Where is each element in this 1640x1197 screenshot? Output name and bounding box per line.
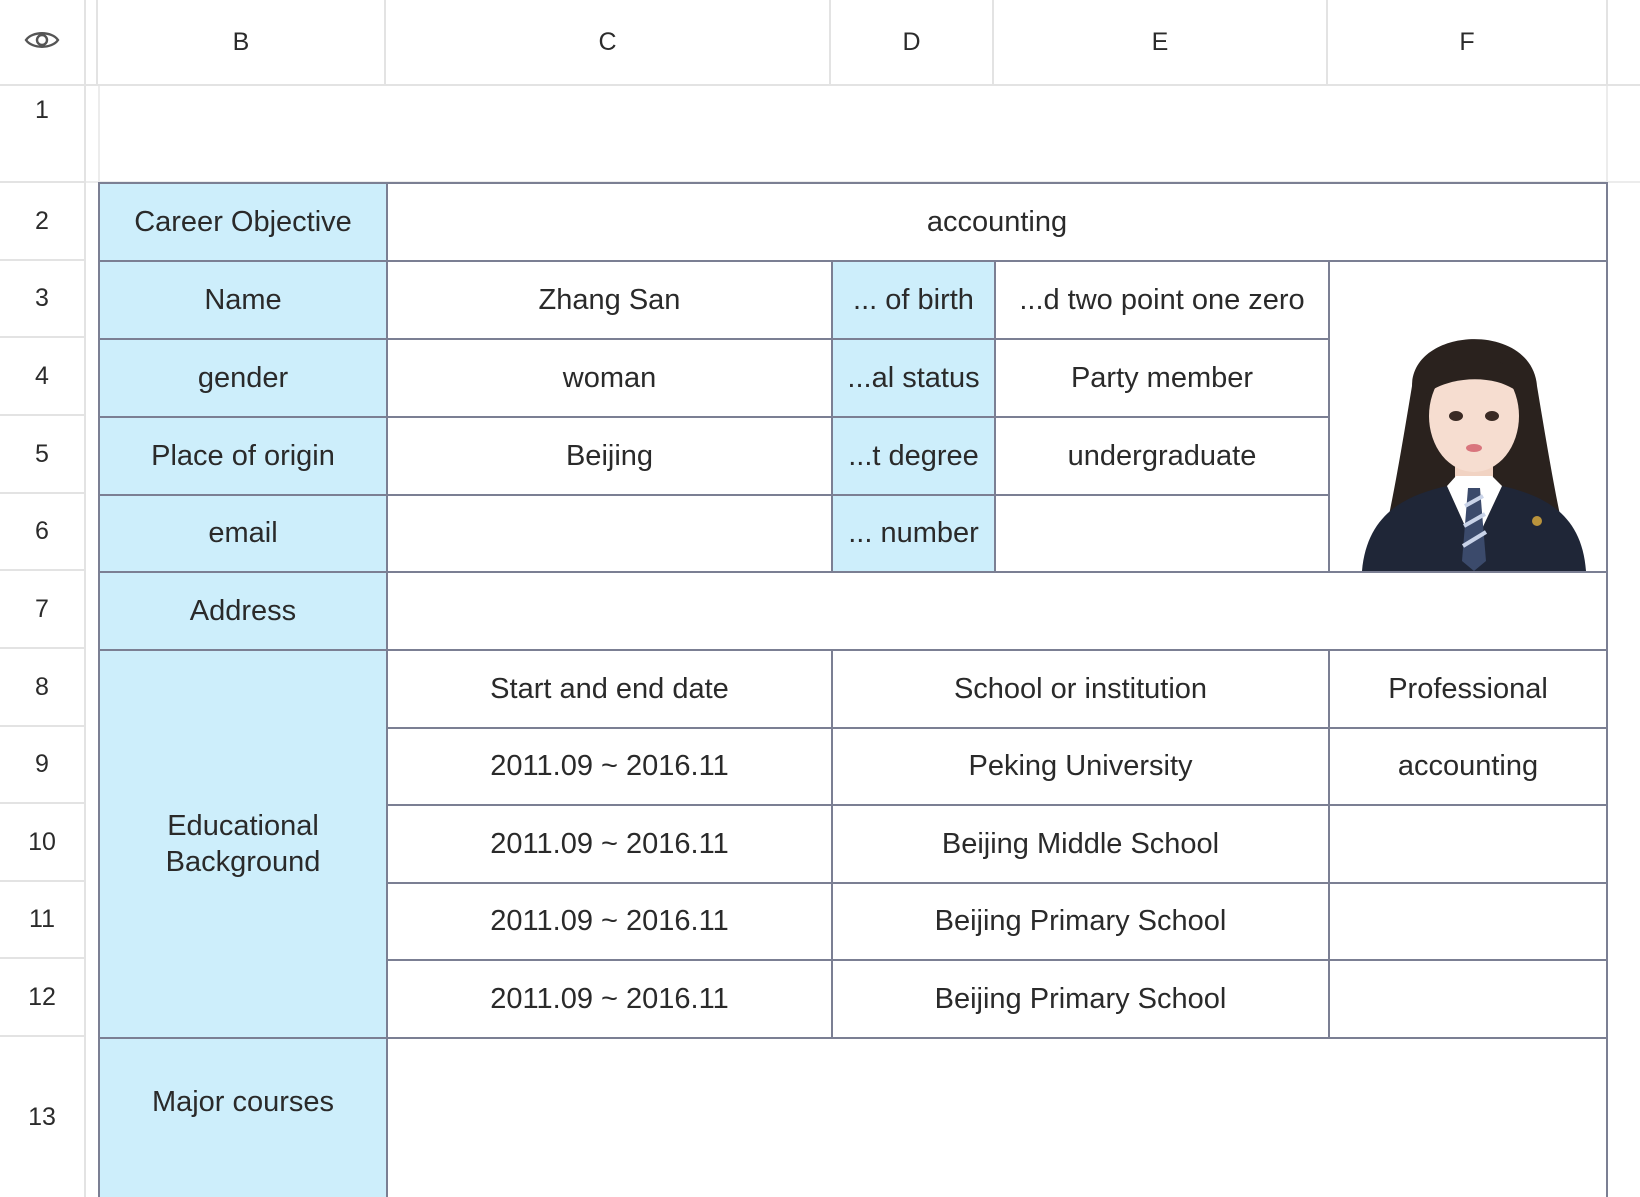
education-date[interactable]: 2011.09 ~ 2016.11 (386, 804, 833, 884)
column-header-a[interactable] (86, 0, 98, 86)
row-header-5[interactable]: 5 (0, 416, 86, 494)
row-header-4[interactable]: 4 (0, 338, 86, 416)
email-value[interactable] (386, 494, 833, 573)
name-label[interactable]: Name (98, 260, 388, 340)
column-header-e[interactable]: E (994, 0, 1328, 86)
major-courses-label[interactable]: Major courses (98, 1037, 388, 1197)
education-date[interactable]: 2011.09 ~ 2016.11 (386, 882, 833, 961)
row-header-1[interactable]: 1 (0, 86, 86, 183)
education-professional[interactable] (1328, 882, 1608, 961)
row-header-13[interactable]: 13 (0, 1037, 86, 1197)
row-header-9[interactable]: 9 (0, 727, 86, 804)
education-header-professional[interactable]: Professional (1328, 649, 1608, 729)
phone-number-value[interactable] (994, 494, 1330, 573)
education-label[interactable]: Educational Background (98, 649, 388, 1039)
id-photo-cell[interactable] (1328, 260, 1608, 573)
email-label[interactable]: email (98, 494, 388, 573)
career-objective-value[interactable]: accounting (386, 182, 1608, 262)
row-header-7[interactable]: 7 (0, 571, 86, 649)
address-label[interactable]: Address (98, 571, 388, 651)
education-professional[interactable] (1328, 959, 1608, 1039)
career-objective-label[interactable]: Career Objective (98, 182, 388, 262)
phone-number-label[interactable]: ... number (831, 494, 996, 573)
highest-degree-value[interactable]: undergraduate (994, 416, 1330, 496)
education-professional[interactable]: accounting (1328, 727, 1608, 806)
row-header-12[interactable]: 12 (0, 959, 86, 1037)
date-of-birth-value[interactable]: ...d two point one zero (994, 260, 1330, 340)
select-all-corner[interactable] (0, 0, 86, 86)
education-school[interactable]: Peking University (831, 727, 1330, 806)
address-value[interactable] (386, 571, 1608, 651)
education-header-date[interactable]: Start and end date (386, 649, 833, 729)
column-header-f[interactable]: F (1328, 0, 1608, 86)
education-school[interactable]: Beijing Middle School (831, 804, 1330, 884)
row-header-8[interactable]: 8 (0, 649, 86, 727)
row-header-3[interactable]: 3 (0, 261, 86, 338)
column-header-d[interactable]: D (831, 0, 994, 86)
highest-degree-label[interactable]: ...t degree (831, 416, 996, 496)
education-header-school[interactable]: School or institution (831, 649, 1330, 729)
row-header-6[interactable]: 6 (0, 494, 86, 571)
gender-label[interactable]: gender (98, 338, 388, 418)
education-professional[interactable] (1328, 804, 1608, 884)
political-status-value[interactable]: Party member (994, 338, 1330, 418)
column-header-b[interactable]: B (98, 0, 386, 86)
education-date[interactable]: 2011.09 ~ 2016.11 (386, 959, 833, 1039)
place-of-origin-value[interactable]: Beijing (386, 416, 833, 496)
political-status-label[interactable]: ...al status (831, 338, 996, 418)
place-of-origin-label[interactable]: Place of origin (98, 416, 388, 496)
education-date[interactable]: 2011.09 ~ 2016.11 (386, 727, 833, 806)
eye-icon[interactable] (24, 28, 60, 57)
gender-value[interactable]: woman (386, 338, 833, 418)
column-header-c[interactable]: C (386, 0, 831, 86)
name-value[interactable]: Zhang San (386, 260, 833, 340)
row-header-2[interactable]: 2 (0, 183, 86, 261)
date-of-birth-label[interactable]: ... of birth (831, 260, 996, 340)
major-courses-value[interactable] (386, 1037, 1608, 1197)
row-header-11[interactable]: 11 (0, 882, 86, 959)
education-school[interactable]: Beijing Primary School (831, 959, 1330, 1039)
column-header-g[interactable] (1608, 0, 1640, 86)
education-school[interactable]: Beijing Primary School (831, 882, 1330, 961)
row-header-10[interactable]: 10 (0, 804, 86, 882)
id-photo (1352, 316, 1596, 571)
